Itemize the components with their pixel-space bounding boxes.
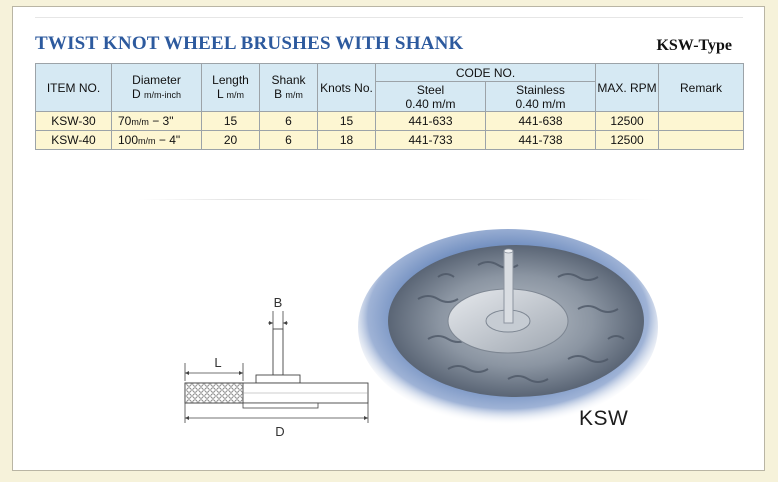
header-steel — [376, 82, 486, 112]
table-row — [36, 112, 744, 131]
page-title: TWIST KNOT WHEEL BRUSHES WITH SHANK — [35, 33, 464, 54]
table-row — [36, 131, 744, 150]
cell-stainless: 441-738 — [486, 131, 596, 150]
cell-rpm: 12500 — [596, 112, 659, 131]
cell-rpm: 12500 — [596, 131, 659, 150]
header-code-no: CODE NO. — [376, 64, 596, 82]
cell-remark — [659, 131, 744, 150]
label-b: B — [273, 295, 283, 310]
section-divider — [138, 199, 653, 200]
photo-label: KSW — [579, 407, 629, 430]
header-length — [202, 64, 260, 112]
diam-inch: − 4" — [155, 132, 181, 147]
cell-remark — [659, 112, 744, 131]
header-length-unit: m/m — [226, 90, 245, 100]
header-steel-label: Steel — [416, 82, 445, 97]
cell-knots: 18 — [318, 131, 376, 150]
cell-item: KSW-40 — [36, 131, 112, 150]
spec-table — [35, 63, 744, 150]
cell-item: KSW-30 — [36, 112, 112, 131]
header-diameter-unit: m/m-inch — [144, 90, 182, 100]
cell-steel: 441-733 — [376, 131, 486, 150]
cell-diameter — [112, 131, 202, 150]
brush-shank — [504, 251, 513, 323]
header-diameter — [112, 64, 202, 112]
header-max-rpm: MAX. RPM — [596, 64, 659, 112]
label-d: D — [275, 424, 285, 439]
diam-unit: m/m — [131, 116, 149, 127]
cell-shank: 6 — [260, 112, 318, 131]
header-shank-label: Shank — [271, 73, 306, 87]
page-frame — [12, 6, 765, 471]
cell-knots: 15 — [318, 112, 376, 131]
diam-mm: 70 — [118, 113, 132, 128]
cell-steel: 441-633 — [376, 112, 486, 131]
header-stainless-label: Stainless — [516, 82, 565, 97]
cell-shank: 6 — [260, 131, 318, 150]
label-l: L — [214, 355, 222, 370]
technical-drawing — [168, 285, 378, 445]
header-shank-letter: B — [274, 87, 283, 101]
cell-diameter — [112, 112, 202, 131]
header-steel-sub: 0.40 m/m — [405, 96, 456, 111]
header-shank — [260, 64, 318, 112]
header-stainless — [486, 82, 596, 112]
diam-mm: 100 — [118, 132, 139, 147]
header-diameter-label: Diameter — [132, 73, 181, 87]
header-length-label: Length — [212, 73, 249, 87]
header-stainless-sub: 0.40 m/m — [515, 96, 566, 111]
header-shank-unit: m/m — [285, 90, 303, 100]
header-length-letter: L — [216, 87, 224, 101]
diam-inch: − 3" — [148, 113, 174, 128]
type-label: KSW-Type — [656, 37, 732, 54]
cell-length: 15 — [202, 112, 260, 131]
header-diameter-letter: D — [131, 87, 141, 101]
top-rule — [35, 17, 743, 18]
cell-stainless: 441-638 — [486, 112, 596, 131]
header-knots: Knots No. — [318, 64, 376, 112]
header-remark: Remark — [659, 64, 744, 112]
diam-unit: m/m — [138, 135, 156, 146]
cell-length: 20 — [202, 131, 260, 150]
header-item-no: ITEM NO. — [36, 64, 112, 112]
